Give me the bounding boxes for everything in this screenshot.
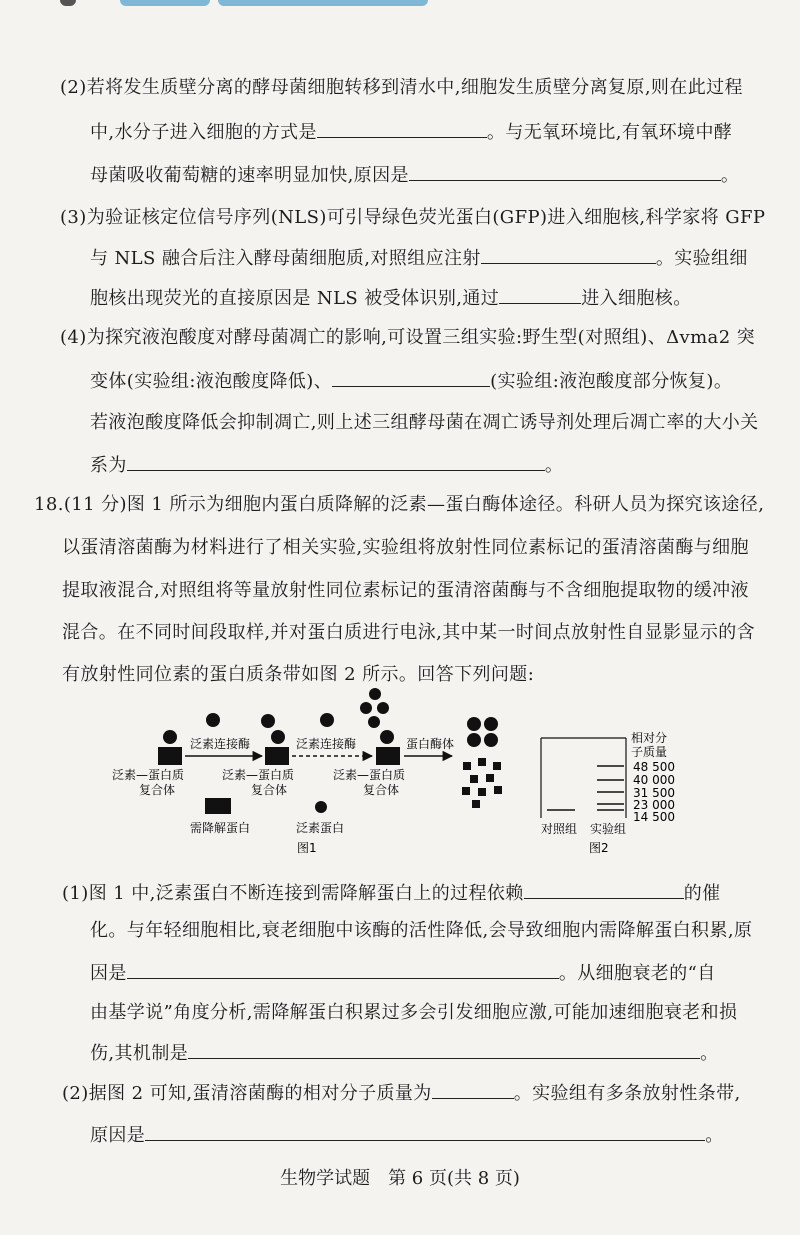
text: (实验组:液泡酸度部分恢复)。	[490, 371, 733, 392]
ubiquitin-dot	[206, 713, 220, 727]
q17-p4-line2	[90, 368, 732, 395]
answer-blank[interactable]	[127, 960, 559, 979]
scan-top-edge	[0, 0, 800, 8]
gel-header: 子质量	[631, 745, 668, 759]
ubiquitin-dot	[377, 702, 389, 714]
ubiquitin-dot	[467, 717, 481, 731]
gel-header: 相对分	[631, 731, 668, 745]
complex-label: 泛素—蛋白质	[112, 768, 185, 782]
q18-p1-line3	[90, 960, 716, 987]
q18-intro-line4: 混合。在不同时间段取样,并对蛋白质进行电泳,其中某一时间点放射性自显影显示的含	[62, 622, 756, 643]
q18-p2-line2	[90, 1122, 724, 1149]
ubiquitin-dot	[467, 733, 481, 747]
q17-p2-line1: (2)若将发生质壁分离的酵母菌细胞转移到清水中,细胞发生质壁分离复原,则在此过程	[60, 77, 743, 98]
protein-fragment	[493, 762, 501, 770]
text: (1)图 1 中,泛素蛋白不断连接到需降解蛋白上的过程依赖	[62, 883, 524, 904]
text: 的催	[683, 883, 721, 904]
answer-blank[interactable]	[332, 368, 490, 387]
gel-lane-label: 实验组	[590, 822, 627, 836]
text: 。	[700, 1043, 719, 1064]
text: (2)据图 2 可知,蛋清溶菌酶的相对分子质量为	[62, 1083, 432, 1104]
text: 中,水分子进入细胞的方式是	[90, 122, 317, 143]
q17-p4-line1: (4)为探究液泡酸度对酵母菌凋亡的影响,可设置三组实验:野生型(对照组)、Δvma2 突	[60, 327, 756, 348]
target-protein-square	[265, 747, 289, 765]
ubiquitin-dot	[261, 714, 275, 728]
ubiquitin-dot	[320, 713, 334, 727]
text: 母菌吸收葡萄糖的速率明显加快,原因是	[90, 165, 409, 186]
figures-area	[0, 680, 800, 870]
answer-blank[interactable]	[524, 880, 684, 899]
answer-blank[interactable]	[188, 1040, 700, 1059]
legend-protein-square	[205, 798, 231, 814]
enzyme-label: 泛素连接酶	[190, 737, 251, 751]
text: 。从细胞衰老的“自	[558, 963, 716, 984]
q18-p1-line4: 由基学说”角度分析,需降解蛋白积累过多会引发细胞应激,可能加速细胞衰老和损	[90, 1002, 738, 1023]
q17-p4-line4	[90, 452, 563, 479]
ubiquitin-dot	[368, 716, 380, 728]
q17-p2-line2	[90, 119, 732, 146]
figure1-diagram	[0, 680, 800, 870]
ubiquitin-dot	[484, 717, 498, 731]
complex-label: 复合体	[363, 783, 400, 797]
ubiquitin-dot	[271, 730, 285, 744]
q18-p1-line1	[62, 880, 721, 907]
q18-p1-line2: 化。与年轻细胞相比,衰老细胞中该酶的活性降低,会导致细胞内需降解蛋白积累,原	[90, 920, 753, 941]
text: 胞核出现荧光的直接原因是 NLS 被受体识别,通过	[90, 288, 500, 309]
scan-artifact	[60, 0, 76, 6]
q18-intro-line2: 以蛋清溶菌酶为材料进行了相关实验,实验组将放射性同位素标记的蛋清溶菌酶与细胞	[62, 537, 749, 558]
q17-p3-line2	[90, 245, 748, 272]
answer-blank[interactable]	[432, 1080, 514, 1099]
answer-blank[interactable]	[317, 119, 487, 138]
ubiquitin-dot	[163, 730, 177, 744]
legend-ubiquitin-label: 泛素蛋白	[296, 821, 345, 835]
q18-intro-line5: 有放射性同位素的蛋白质条带如图 2 所示。回答下列问题:	[62, 664, 535, 685]
q17-p4-line3: 若液泡酸度降低会抑制凋亡,则上述三组酵母菌在凋亡诱导剂处理后凋亡率的大小关	[90, 412, 759, 433]
gel-lane-label: 对照组	[541, 822, 578, 836]
text: 因是	[90, 963, 127, 984]
q18-intro-line3: 提取液混合,对照组将等量放射性同位素标记的蛋清溶菌酶与不含细胞提取物的缓冲液	[62, 580, 749, 601]
complex-label: 复合体	[251, 783, 288, 797]
enzyme-label: 泛素连接酶	[296, 737, 357, 751]
ubiquitin-dot	[484, 733, 498, 747]
figure2-gel	[541, 730, 675, 855]
ubiquitin-dot	[369, 688, 381, 700]
protein-fragment	[494, 786, 502, 794]
figure2-caption: 图2	[589, 841, 609, 855]
text: 。实验组有多条放射性条带,	[513, 1083, 741, 1104]
answer-blank[interactable]	[127, 452, 545, 471]
scan-artifact	[218, 0, 428, 6]
target-protein-square	[158, 747, 182, 765]
text: 进入细胞核。	[581, 288, 692, 309]
complex-label: 泛素—蛋白质	[222, 768, 295, 782]
enzyme-label: 蛋白酶体	[406, 737, 455, 751]
answer-blank[interactable]	[481, 245, 656, 264]
text: 与 NLS 融合后注入酵母菌细胞质,对照组应注射	[90, 248, 481, 269]
q18-p2-line1	[62, 1080, 741, 1107]
gel-marker: 31 500	[633, 786, 675, 800]
q17-p3-line1: (3)为验证核定位信号序列(NLS)可引导绿色荧光蛋白(GFP)进入细胞核,科学家将 GFP	[60, 207, 766, 228]
text: 。	[705, 1125, 724, 1146]
q18-intro-line1: 18.(11 分)图 1 所示为细胞内蛋白质降解的泛素—蛋白酶体途径。科研人员为探究该途径,	[34, 494, 765, 515]
text: 原因是	[90, 1125, 146, 1146]
complex-label: 泛素—蛋白质	[333, 768, 406, 782]
gel-marker: 14 500	[633, 810, 675, 824]
protein-fragment	[472, 800, 480, 808]
answer-blank[interactable]	[409, 162, 721, 181]
answer-blank[interactable]	[145, 1122, 705, 1141]
target-protein-square	[376, 747, 400, 765]
protein-fragment	[463, 762, 471, 770]
text: 变体(实验组:液泡酸度降低)、	[90, 371, 333, 392]
q17-p2-line3	[90, 162, 739, 189]
page-footer: 生物学试题 第 6 页(共 8 页)	[280, 1168, 520, 1189]
text: 。	[544, 455, 564, 476]
scan-artifact	[120, 0, 210, 6]
gel-marker: 23 000	[633, 798, 675, 812]
complex-label: 复合体	[139, 783, 176, 797]
gel-marker: 48 500	[633, 760, 675, 774]
legend-protein-label: 需降解蛋白	[190, 821, 251, 835]
ubiquitin-dot	[360, 702, 372, 714]
protein-fragment	[470, 775, 478, 783]
ubiquitin-dot	[380, 730, 394, 744]
q17-p3-line3	[90, 285, 692, 312]
gel-marker: 40 000	[633, 773, 675, 787]
text: 伤,其机制是	[90, 1043, 189, 1064]
protein-fragment	[478, 788, 486, 796]
q18-p1-line5	[90, 1040, 719, 1067]
figure1-caption: 图1	[297, 841, 317, 855]
legend-ubiquitin-dot	[315, 801, 327, 813]
text: 。实验组细	[655, 248, 748, 269]
text: 。	[720, 165, 740, 186]
protein-fragment	[478, 758, 486, 766]
answer-blank[interactable]	[499, 285, 581, 304]
text: 。与无氧环境比,有氧环境中酵	[486, 122, 733, 143]
text: 系为	[90, 455, 127, 476]
protein-fragment	[462, 787, 470, 795]
protein-fragment	[486, 774, 494, 782]
